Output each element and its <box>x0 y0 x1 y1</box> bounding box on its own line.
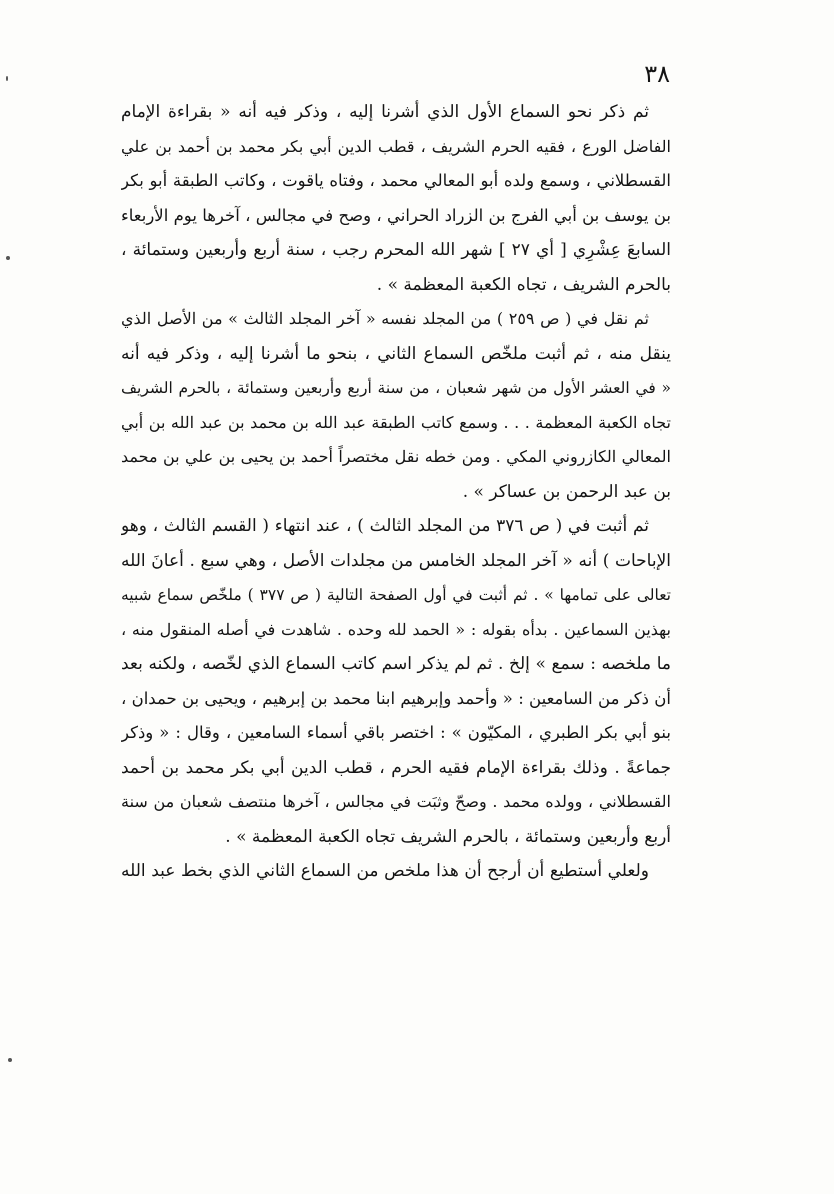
scan-speck <box>6 76 8 81</box>
text-line: أن ذكر من السامعين : « وأحمد وإبرهيم ابنا محمد بن إبرهيم ، ويحيى بن حمدان ، <box>121 688 671 708</box>
text-line: الفاضل الورع ، فقيه الحرم الشريف ، قطب الدين أبي بكر محمد بن أحمد بن علي <box>121 136 671 156</box>
text-line: القسطلاني ، وسمع ولده أبو المعالي محمد ، وفتاه ياقوت ، وكاتب الطبقة أبو بكر <box>121 171 671 190</box>
scan-speck <box>8 1058 12 1062</box>
text-line: بن عبد الرحمن بن عساكر » . <box>462 481 671 502</box>
text-line: أربع وأربعين وستمائة ، بالحرم الشريف تجاه الكعبة المعظمة » . <box>225 826 671 847</box>
text-line: المعالي الكازروني المكي . ومن خطه نقل مختصراً أحمد بن يحيى بن علي بن محمد <box>121 447 671 466</box>
text-line: بالحرم الشريف ، تجاه الكعبة المعظمة » . <box>376 274 671 295</box>
text-line: بن يوسف بن أبي الفرج بن الزراد الحراني ، وصح في مجالس ، آخرها يوم الأربعاء <box>121 205 671 225</box>
paragraph <box>121 302 671 509</box>
page-text <box>121 95 671 889</box>
text-line: بنو أبي بكر الطبري ، المكيّون » : اختصر باقي أسماء السامعين ، وقال : « وذكر <box>121 723 671 742</box>
page-number: ٣٨ <box>644 60 670 88</box>
scan-speck <box>6 256 10 260</box>
paragraph <box>121 509 671 854</box>
text-line: ثم أثبت في ( ص ٣٧٦ من المجلد الثالث ) ، عند انتهاء ( القسم الثالث ، وهو <box>121 516 649 536</box>
text-line: تجاه الكعبة المعظمة . . . وسمع كاتب الطبقة عبد الله بن محمد بن عبد الله بن أبي <box>121 412 671 432</box>
text-line: تعالى على تمامها » . ثم أثبت في أول الصفحة التالية ( ص ٣٧٧ ) ملخّص سماع شبيه <box>121 586 671 604</box>
text-line: الإباحات ) أنه « آخر المجلد الخامس من مجلدات الأصل ، وهي سبع . أعانَ الله <box>121 550 671 571</box>
text-line: السابعَ عِشْرِي [ أي ٢٧ ] شهر الله المحرم رجب ، سنة أربع وأربعين وستمائة ، <box>121 240 671 260</box>
text-line: ما ملخصه : سمع » إلخ . ثم لم يذكر اسم كاتب السماع الذي لخّصه ، ولكنه بعد <box>121 654 671 674</box>
text-line: ولعلي أستطيع أن أرجح أن هذا ملخص من السماع الثاني الذي بخط عبد الله <box>121 861 649 881</box>
text-line: بهذين السماعين . بدأه بقوله : « الحمد لله وحده . شاهدت في أصله المنقول منه ، <box>121 619 671 639</box>
text-line: ينقل منه ، ثم أثبت ملخّص السماع الثاني ، بنحو ما أشرنا إليه ، وذكر فيه أنه <box>121 343 671 364</box>
paragraph <box>121 854 671 889</box>
text-line: « في العشر الأول من شهر شعبان ، من سنة أربع وأربعين وستمائة ، بالحرم الشريف <box>121 379 671 397</box>
text-line: جماعةً . وذلك بقراءة الإمام فقيه الحرم ، قطب الدين أبي بكر محمد بن أحمد <box>121 757 671 778</box>
text-line: القسطلاني ، وولده محمد . وصحّ وثبَت في مجالس ، آخرها منتصف شعبان من سنة <box>121 792 671 811</box>
text-line: ثم ذكر نحو السماع الأول الذي أشرنا إليه ، وذكر فيه أنه « بقراءة الإمام <box>121 102 649 122</box>
paragraph <box>121 95 671 302</box>
text-line: ثم نقل في ( ص ٢٥٩ ) من المجلد نفسه « آخر المجلد الثالث » من الأصل الذي <box>121 309 649 328</box>
